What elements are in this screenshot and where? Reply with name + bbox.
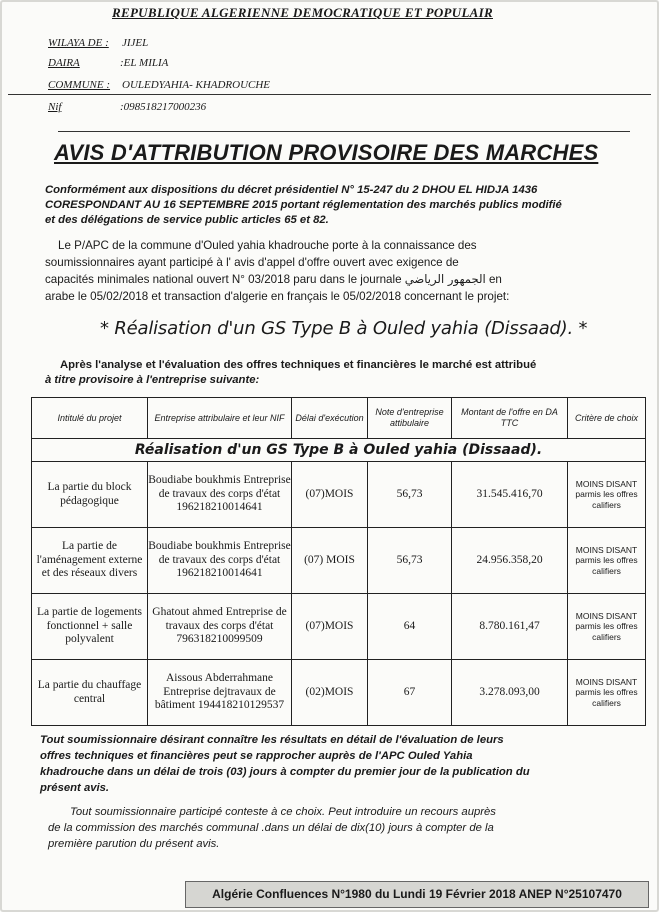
- page-title: AVIS D'ATTRIBUTION PROVISOIRE DES MARCHES: [54, 140, 599, 165]
- closing-p1-line-3: khadrouche dans un délai de trois (03) jours à compter du premier jour de la publication du: [40, 766, 530, 778]
- commune-value: OULEDYAHIA- KHADROUCHE: [122, 79, 271, 91]
- intro-line-2: CORESPONDANT AU 16 SEPTEMBRE 2015 portant réglementation des marchés publics modifié: [45, 199, 562, 211]
- header-criteria: Critère de choix: [568, 398, 646, 439]
- table-row: [32, 528, 646, 594]
- table-row: [32, 462, 646, 528]
- cell-note: 56,73: [368, 528, 452, 594]
- cell-project: La partie de l'aménagement externe et des réseaux divers: [32, 528, 148, 594]
- after-line-2: à titre provisoire à l'entreprise suivante:: [45, 374, 260, 386]
- daira-label: DAIRA: [48, 57, 80, 69]
- intro-line-1: Conformément aux dispositions du décret présidentiel N° 15-247 du 2 DHOU EL HIDJA 1436: [45, 184, 538, 196]
- cell-amount: 8.780.161,47: [452, 594, 568, 660]
- cell-note: 56,73: [368, 462, 452, 528]
- body-line-3: [45, 272, 502, 287]
- cell-delay: (07) MOIS: [292, 528, 368, 594]
- body-line-1: Le P/APC de la commune d'Ouled yahia khadrouche porte à la connaissance des: [58, 239, 477, 252]
- header-project: Intitulé du projet: [32, 398, 148, 439]
- journal-name-arabic: الجمهور الرياضي: [404, 272, 486, 286]
- closing-p1-line-1: Tout soumissionnaire désirant connaître les résultats en détail de l'évaluation de leurs: [40, 734, 504, 746]
- cell-criteria: MOINS DISANT parmis les offres califiers: [568, 594, 646, 660]
- body-line-2: soumissionnaires ayant participé à l' avis d'appel d'offre ouvert avec exigence de: [45, 256, 459, 269]
- cell-project: La partie du block pédagogique: [32, 462, 148, 528]
- cell-delay: (07)MOIS: [292, 462, 368, 528]
- cell-company: Ghatout ahmed Entreprise de travaux des corps d'état 796318210099509: [148, 594, 292, 660]
- header-note: Note d'entreprise attibulaire: [368, 398, 452, 439]
- daira-line: [48, 57, 168, 69]
- cell-criteria: MOINS DISANT parmis les offres califiers: [568, 462, 646, 528]
- intro-line-3: et des délégations de service public articles 65 et 82.: [45, 214, 329, 226]
- cell-project: La partie du chauffage central: [32, 660, 148, 726]
- cell-company: Boudiabe boukhmis Entreprise de travaux des corps d'état 196218210014641: [148, 462, 292, 528]
- table-subtitle: Réalisation d'un GS Type B à Ouled yahia (Dissaad).: [32, 439, 646, 462]
- closing-p1-line-4: présent avis.: [40, 782, 110, 794]
- body-line-3-text: capacités minimales national ouvert N° 03/2018 paru dans le journale: [45, 273, 402, 286]
- title-divider: [58, 131, 630, 132]
- cell-project: La partie de logements fonctionnel + salle polyvalent: [32, 594, 148, 660]
- project-heading: * Réalisation d'un GS Type B à Ouled yahia (Dissaad). *: [100, 318, 588, 339]
- cell-note: 67: [368, 660, 452, 726]
- attribution-table: [31, 397, 646, 726]
- table-row: [32, 594, 646, 660]
- table-row: [32, 660, 646, 726]
- wilaya-line: [48, 37, 148, 49]
- header-delay: Délai d'exécution: [292, 398, 368, 439]
- cell-note: 64: [368, 594, 452, 660]
- cell-delay: (02)MOIS: [292, 660, 368, 726]
- publication-footer: Algérie Confluences N°1980 du Lundi 19 Février 2018 ANEP N°25107470: [185, 881, 649, 908]
- closing-p1-line-2: offres techniques et financières peut se rapprocher auprès de l'APC Ouled Yahia: [40, 750, 473, 762]
- cell-delay: (07)MOIS: [292, 594, 368, 660]
- nif-label: Nif: [48, 101, 62, 113]
- wilaya-label: WILAYA DE :: [48, 37, 109, 49]
- closing-p2-line-1: Tout soumissionnaire participé conteste à ce choix. Peut introduire un recours auprès: [70, 806, 496, 818]
- table-header-row: [32, 398, 646, 439]
- cell-criteria: MOINS DISANT parmis les offres califiers: [568, 660, 646, 726]
- nif-line: [48, 101, 206, 113]
- table-subtitle-row: [32, 439, 646, 462]
- closing-p2-line-3: première parution du présent avis.: [48, 838, 220, 850]
- after-line-1: Après l'analyse et l'évaluation des offres techniques et financières le marché est attribué: [60, 359, 537, 371]
- body-line-3-end: en: [488, 273, 502, 286]
- cell-amount: 31.545.416,70: [452, 462, 568, 528]
- header-company: Entreprise attribulaire et leur NIF: [148, 398, 292, 439]
- cell-criteria: MOINS DISANT parmis les offres califiers: [568, 528, 646, 594]
- body-line-4: arabe le 05/02/2018 et transaction d'algerie en français le 05/02/2018 concernant le projet:: [45, 290, 510, 303]
- republic-heading: REPUBLIQUE ALGERIENNE DEMOCRATIQUE ET POPULAIR: [112, 5, 493, 20]
- cell-company: Boudiabe boukhmis Entreprise de travaux des corps d'état 196218210014641: [148, 528, 292, 594]
- cell-company: Aissous Abderrahmane Entreprise dejtravaux de bâtiment 194418210129537: [148, 660, 292, 726]
- daira-value: :EL MILIA: [120, 57, 169, 69]
- cell-amount: 3.278.093,00: [452, 660, 568, 726]
- cell-amount: 24.956.358,20: [452, 528, 568, 594]
- wilaya-value: JIJEL: [122, 37, 149, 49]
- closing-p2-line-2: de la commission des marchés communal .dans un délai de dix(10) jours à compter de la: [48, 822, 494, 834]
- header-amount: Montant de l'offre en DA TTC: [452, 398, 568, 439]
- commune-label: COMMUNE :: [48, 79, 111, 91]
- nif-value: :098518217000236: [120, 101, 207, 113]
- header-divider: [8, 94, 651, 95]
- commune-line: [48, 79, 270, 91]
